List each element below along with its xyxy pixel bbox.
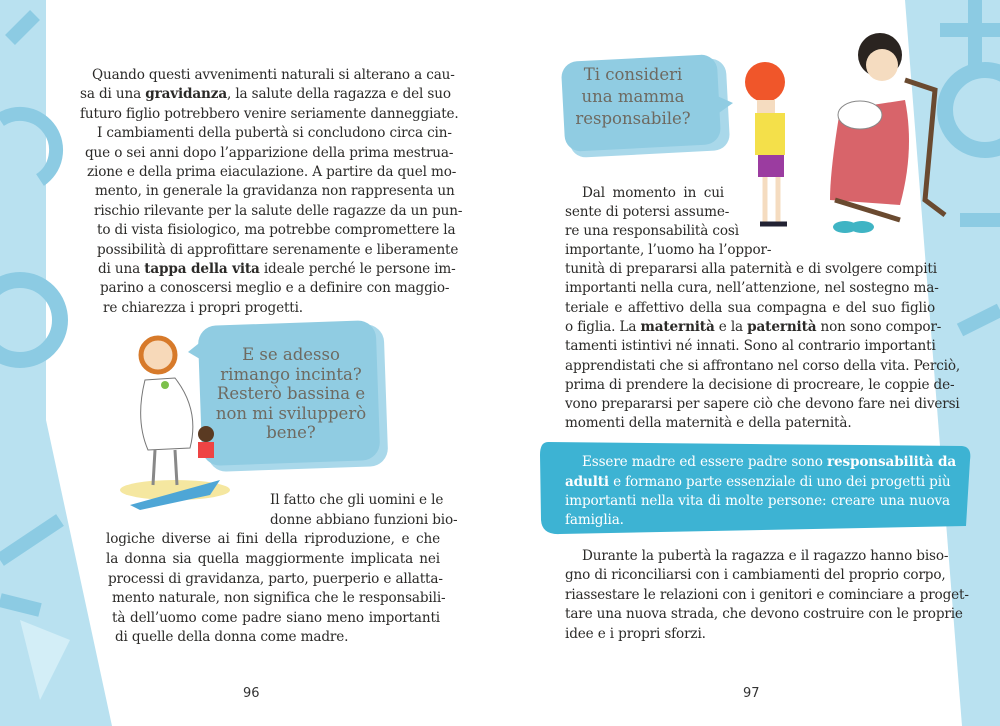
text-run: futuro figlio potrebbero venire seriamente danneggiate. bbox=[80, 105, 459, 122]
text-line bbox=[80, 105, 459, 123]
text-run: , la salute della ragazza e del suo bbox=[226, 86, 451, 103]
text-line bbox=[582, 184, 724, 202]
text-line bbox=[92, 66, 455, 84]
text-line bbox=[95, 182, 455, 200]
text-run: di una bbox=[98, 261, 145, 277]
text-line bbox=[115, 628, 348, 646]
text-run: to di vista fisiologico, ma potrebbe compromettere la bbox=[97, 222, 456, 239]
boy-illustration bbox=[745, 62, 787, 224]
bubble-line: non mi svilupperò bbox=[215, 403, 367, 423]
text-run: prima di prendere la decisione di procreare, le coppie de- bbox=[565, 376, 955, 393]
bubble-line: Ti consideri bbox=[583, 65, 683, 84]
text-line bbox=[565, 318, 942, 336]
text-run: famiglia. bbox=[565, 512, 624, 528]
text-run: rischio rilevante per la salute delle ragazze da un pun- bbox=[94, 202, 463, 219]
text-run: idee e i propri sforzi. bbox=[565, 626, 706, 642]
text-line bbox=[565, 279, 939, 297]
text-line bbox=[106, 550, 440, 568]
text-run: parino a conoscersi meglio e a definire con maggio- bbox=[100, 280, 450, 297]
text-run: e la bbox=[714, 318, 748, 335]
text-line bbox=[565, 625, 706, 643]
bubble-line: una mamma bbox=[581, 87, 685, 106]
text-run: riassestare le relazioni con i genitori e cominciare a proget- bbox=[565, 587, 969, 603]
bubble-line: responsabile? bbox=[575, 109, 691, 128]
text-line bbox=[85, 144, 454, 162]
text-run: gno di riconciliarsi con i cambiamenti del proprio corpo, bbox=[565, 567, 946, 583]
text-run: Quando questi avvenimenti naturali si alterano a cau- bbox=[92, 67, 455, 83]
bold-term: paternità bbox=[747, 318, 817, 335]
text-line bbox=[106, 530, 440, 548]
text-run: importanti nella cura, nell’attenzione, nel sostegno ma- bbox=[565, 280, 939, 297]
text-run: Dal momento in cui bbox=[582, 185, 724, 201]
text-run: e formano parte essenziale di uno dei progetti più bbox=[608, 474, 951, 490]
text-line bbox=[565, 586, 969, 604]
text-run: Durante la pubertà la ragazza e il ragazzo hanno biso- bbox=[582, 548, 949, 564]
text-run: ideale perché le persone im- bbox=[259, 261, 456, 277]
text-line bbox=[108, 570, 443, 588]
text-line bbox=[582, 547, 949, 565]
text-line bbox=[565, 376, 955, 394]
text-line bbox=[565, 260, 935, 278]
text-run: tamenti istintivi né innati. Sono al contrario importanti bbox=[565, 338, 936, 355]
text-line bbox=[112, 609, 440, 627]
text-line bbox=[565, 337, 935, 355]
bold-term: gravidanza bbox=[145, 86, 227, 103]
text-line bbox=[98, 260, 456, 278]
text-line bbox=[565, 203, 730, 221]
text-run: Essere madre ed essere padre sono bbox=[582, 454, 828, 470]
bold-term: responsabilità da bbox=[827, 454, 956, 470]
text-run: Il fatto che gli uomini e le bbox=[270, 492, 444, 508]
text-run: re una responsabilità così bbox=[565, 223, 739, 239]
text-run: importanti nella vita di molte persone: creare una nuova bbox=[565, 493, 950, 509]
text-line bbox=[565, 222, 738, 240]
text-line bbox=[100, 279, 450, 297]
text-run: zione e della prima eiaculazione. A partire da quel mo- bbox=[87, 164, 457, 180]
text-line bbox=[103, 299, 303, 317]
text-run: mento, in generale la gravidanza non rappresenta un bbox=[95, 183, 455, 200]
text-run: teriale e affettivo della sua compagna e del suo figlio bbox=[565, 299, 935, 316]
text-run: la donna sia quella maggiormente implicata nei bbox=[106, 551, 440, 567]
text-line bbox=[565, 473, 950, 491]
bubble-line: E se adesso bbox=[242, 345, 340, 364]
text-line bbox=[97, 221, 456, 239]
text-run: vono prepararsi per sapere ciò che devono fare nei diversi bbox=[565, 396, 960, 413]
text-line bbox=[97, 124, 452, 142]
page-number-right: 97 bbox=[743, 686, 760, 701]
text-run: que o sei anni dopo l’apparizione della prima mestrua- bbox=[85, 144, 454, 161]
text-run: processi di gravidanza, parto, puerperio e allatta- bbox=[108, 571, 443, 587]
text-run: o figlia. La bbox=[565, 318, 641, 335]
text-run: di quelle della donna come madre. bbox=[115, 629, 349, 645]
text-line bbox=[565, 395, 960, 413]
bubble-line: Resterò bassina e bbox=[216, 384, 366, 403]
text-run: tare una nuova strada, che devono costruire con le proprie bbox=[565, 606, 963, 622]
text-line bbox=[565, 566, 946, 584]
bubble-line: bene? bbox=[266, 423, 316, 442]
text-line bbox=[112, 589, 446, 607]
text-run: mento naturale, non significa che le responsabili- bbox=[112, 590, 446, 606]
text-line bbox=[87, 163, 457, 181]
text-run: momenti della maternità e della paternità. bbox=[565, 415, 852, 432]
text-line bbox=[565, 511, 624, 529]
text-line bbox=[565, 357, 961, 375]
text-line bbox=[565, 241, 772, 259]
text-run: logiche diverse ai fini della riproduzione, e che bbox=[106, 531, 440, 547]
text-run: tunità di prepararsi alla paternità e di svolgere compiti bbox=[565, 261, 937, 277]
bold-term: tappa della vita bbox=[144, 261, 260, 277]
text-run: sente di potersi assume- bbox=[565, 204, 730, 220]
page-number-left: 96 bbox=[243, 686, 260, 701]
text-run: tà dell’uomo come padre siano meno importanti bbox=[112, 610, 440, 626]
text-line bbox=[565, 299, 935, 317]
text-run: possibilità di approfittare serenamente e liberamente bbox=[97, 241, 459, 258]
text-line bbox=[582, 453, 956, 471]
bold-term: maternità bbox=[640, 318, 715, 335]
text-line bbox=[565, 492, 950, 510]
text-line bbox=[80, 85, 451, 103]
text-run: donne abbiano funzioni bio- bbox=[270, 512, 458, 528]
text-run: sa di una bbox=[80, 86, 146, 103]
text-run: non sono compor- bbox=[816, 318, 942, 335]
text-line bbox=[94, 202, 463, 220]
bubble-line: rimango incinta? bbox=[220, 364, 362, 384]
text-run: importante, l’uomo ha l’oppor- bbox=[565, 242, 772, 258]
text-line bbox=[270, 491, 444, 509]
text-line bbox=[565, 414, 852, 432]
text-run: re chiarezza i propri progetti. bbox=[103, 299, 303, 316]
text-line bbox=[97, 241, 459, 259]
text-line bbox=[270, 511, 458, 529]
bold-term: adulti bbox=[565, 474, 609, 490]
text-line bbox=[565, 605, 963, 623]
text-run: apprendistati che si affrontano nel corso della vita. Perciò, bbox=[565, 357, 961, 374]
text-run: I cambiamenti della pubertà si concludono circa cin- bbox=[97, 125, 452, 142]
